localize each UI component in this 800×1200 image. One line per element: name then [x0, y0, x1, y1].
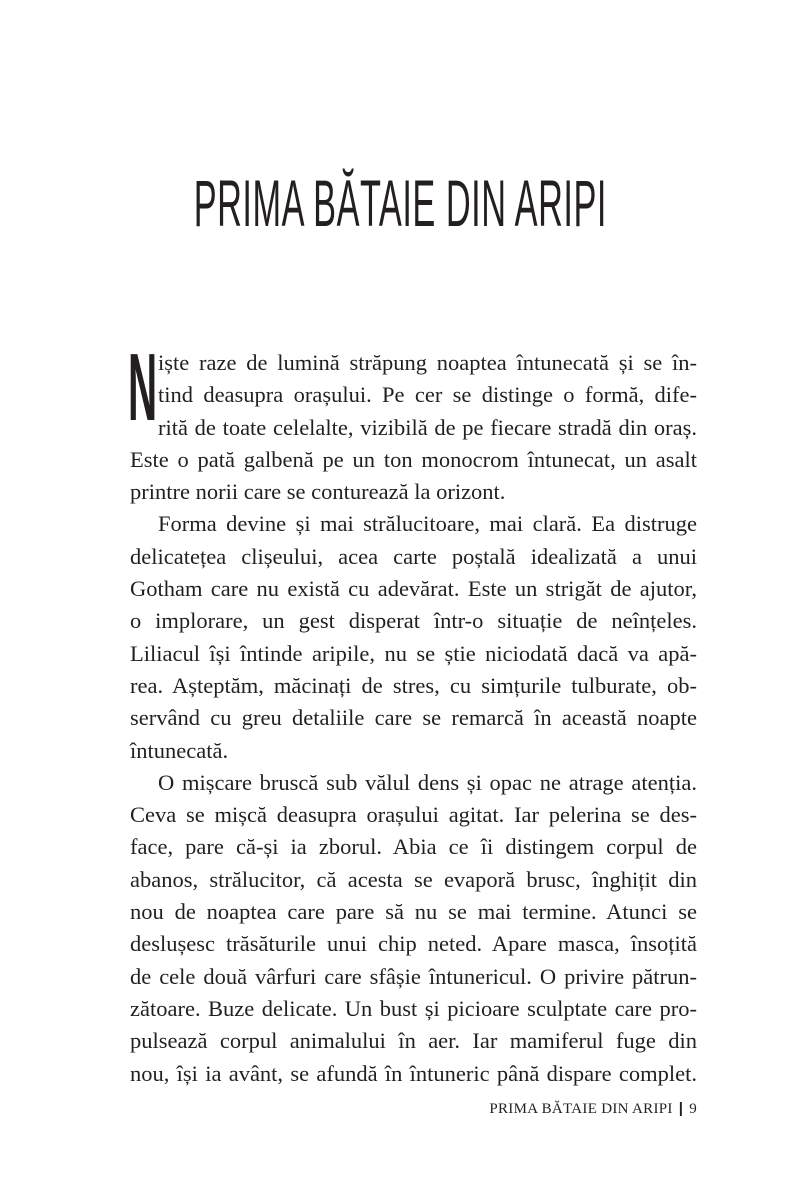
text-line: O mișcare bruscă sub vălul dens și opac ne atrage atenția. [158, 769, 697, 795]
text-line: nou de noaptea care pare să nu se mai termine. Atunci se [130, 899, 697, 925]
chapter-body [128, 334, 697, 1090]
text-line: deslușesc trăsăturile unui chip neted. Apare masca, însoțită [130, 931, 697, 957]
text-line: tind deasupra orașului. Pe cer se distinge o formă, dife- [158, 382, 697, 408]
text-line: servând cu greu detaliile care se remarcă în această noapte [130, 705, 697, 731]
text-line: rită de toate celelalte, vizibilă de pe fiecare stradă din oraș. [158, 414, 697, 440]
text-line: Gotham care nu există cu adevărat. Este un strigăt de ajutor, [130, 576, 697, 602]
text-line: Ceva se mișcă deasupra orașului agitat. Iar pelerina se des- [130, 802, 697, 828]
running-footer [489, 1100, 697, 1118]
drop-cap: N [128, 334, 158, 441]
text-line: printre norii care se conturează la orizont. [130, 479, 506, 505]
chapter-title-text: PRIMA BĂTAIE DIN ARIPI [193, 166, 607, 240]
text-line: delicatețea clișeului, acea carte poștală idealizată a unui [130, 543, 697, 569]
text-line: întunecată. [130, 737, 229, 763]
text-line: pulsează corpul animalului în aer. Iar mamiferul fuge din [130, 1028, 697, 1054]
footer-separator: | [678, 1100, 684, 1117]
text-line: rea. Așteptăm, măcinați de stres, cu simțurile tulburate, ob- [130, 672, 697, 698]
text-line: o implorare, un gest disperat într-o situație de neînțeles. [130, 608, 697, 634]
page-number: 9 [689, 1101, 697, 1117]
text-line: Este o pată galbenă pe un ton monocrom întunecat, un asalt [130, 446, 697, 472]
text-line: Forma devine și mai strălucitoare, mai clară. Ea distruge [158, 511, 697, 537]
text-line: nou, își ia avânt, se afundă în întuneric până dispare complet. [130, 1060, 697, 1086]
text-line: Liliacul își întinde aripile, nu se știe niciodată dacă va apă- [130, 640, 697, 666]
text-line: face, pare că-și ia zborul. Abia ce îi distingem corpul de [130, 834, 697, 860]
text-line: de cele două vârfuri care sfâșie întunericul. O privire pătrun- [130, 963, 697, 989]
chapter-title [0, 166, 800, 240]
running-title: PRIMA BĂTAIE DIN ARIPI [489, 1101, 673, 1117]
text-line: zătoare. Buze delicate. Un bust și picioare sculptate care pro- [130, 995, 697, 1021]
text-line: iște raze de lumină străpung noaptea întunecată și se în- [158, 350, 697, 375]
text-line: abanos, strălucitor, că acesta se evaporă brusc, înghițit din [130, 866, 697, 892]
